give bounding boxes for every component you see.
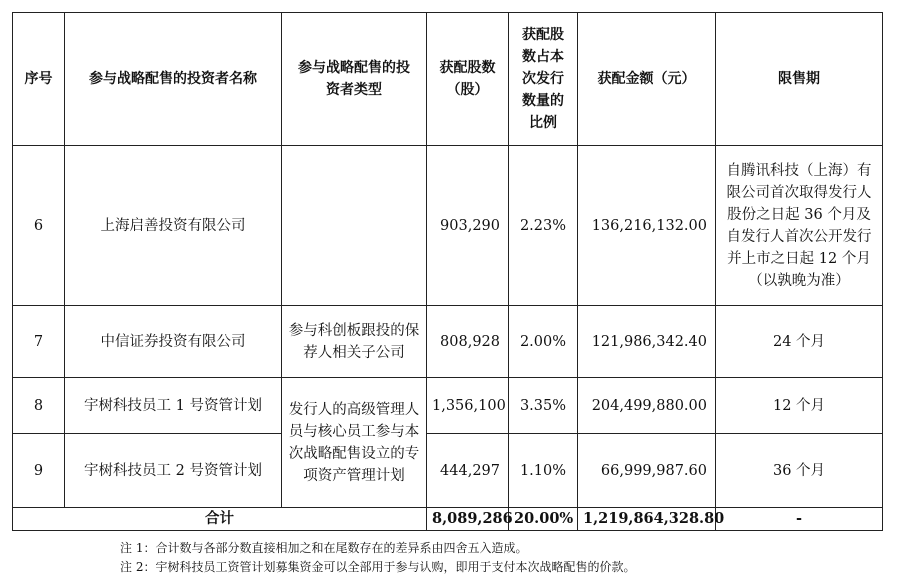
table-row [13,434,883,508]
strategic-placement-table [12,12,883,531]
cell-investor-type: 参与科创板跟投的保荐人相关子公司 [282,306,427,378]
cell-lockup: 12 个月 [716,378,883,434]
allocation-table-section [12,12,882,577]
header-shares [427,13,509,146]
header-shares-text: 获配股数（股） [439,60,496,98]
cell-amount: 66,999,987.60 [578,434,716,508]
cell-lockup [716,146,883,306]
cell-amount: 136,216,132.00 [578,146,716,306]
cell-investor-type [282,146,427,306]
cell-investor-name-text: 宇树科技员工 1 号资管计划 [84,397,262,414]
cell-ratio: 1.10% [509,434,578,508]
table-row [13,306,883,378]
cell-shares: 444,297 [427,434,509,508]
cell-lockup: 36 个月 [716,434,883,508]
cell-shares: 1,356,100 [427,378,509,434]
header-ratio [509,13,578,146]
header-amount: 获配金额（元） [578,13,716,146]
cell-investor-name [65,434,282,508]
header-seq: 序号 [13,13,65,146]
total-ratio: 20.00% [509,508,578,531]
header-investor-name [65,13,282,146]
total-amount: 1,219,864,328.80 [578,508,716,531]
cell-seq: 9 [13,434,65,508]
cell-investor-name: 中信证券投资有限公司 [65,306,282,378]
total-lockup: - [716,508,883,531]
cell-seq: 6 [13,146,65,306]
cell-investor-name: 上海启善投资有限公司 [65,146,282,306]
cell-shares: 903,290 [427,146,509,306]
table-row [13,146,883,306]
cell-investor-type-merged: 发行人的高级管理人员与核心员工参与本次战略配售设立的专项资产管理计划 [282,378,427,508]
cell-ratio: 2.00% [509,306,578,378]
cell-ratio: 3.35% [509,378,578,434]
cell-seq: 8 [13,378,65,434]
table-row [13,378,883,434]
cell-amount: 121,986,342.40 [578,306,716,378]
header-investor-name-text: 参与战略配售的投资者名称 [89,71,257,87]
cell-investor-name-text: 宇树科技员工 2 号资管计划 [84,462,262,479]
cell-seq: 7 [13,306,65,378]
table-notes [12,539,882,577]
cell-shares: 808,928 [427,306,509,378]
cell-investor-name [65,378,282,434]
total-row [13,508,883,531]
cell-lockup: 24 个月 [716,306,883,378]
cell-ratio: 2.23% [509,146,578,306]
note-1: 注 1：合计数与各部分数直接相加之和在尾数存在的差异系由四舍五入造成。 [120,541,528,555]
cell-amount: 204,499,880.00 [578,378,716,434]
note-2: 注 2：宇树科技员工资管计划募集资金可以全部用于参与认购，即用于支付本次战略配售的价款。 [120,560,636,574]
header-investor-type-text: 参与战略配售的投资者类型 [298,60,410,98]
total-shares: 8,089,286 [427,508,509,531]
header-ratio-text: 获配股数占本次发行数量的比例 [522,27,564,131]
header-row [13,13,883,146]
cell-lockup-text: 自腾讯科技（上海）有限公司首次取得发行人股份之日起 36 个月及自发行人首次公开发行并上市之日起 12 个月（以孰晚为准） [726,162,872,289]
header-investor-type [282,13,427,146]
header-lockup: 限售期 [716,13,883,146]
total-label: 合计 [13,508,427,531]
